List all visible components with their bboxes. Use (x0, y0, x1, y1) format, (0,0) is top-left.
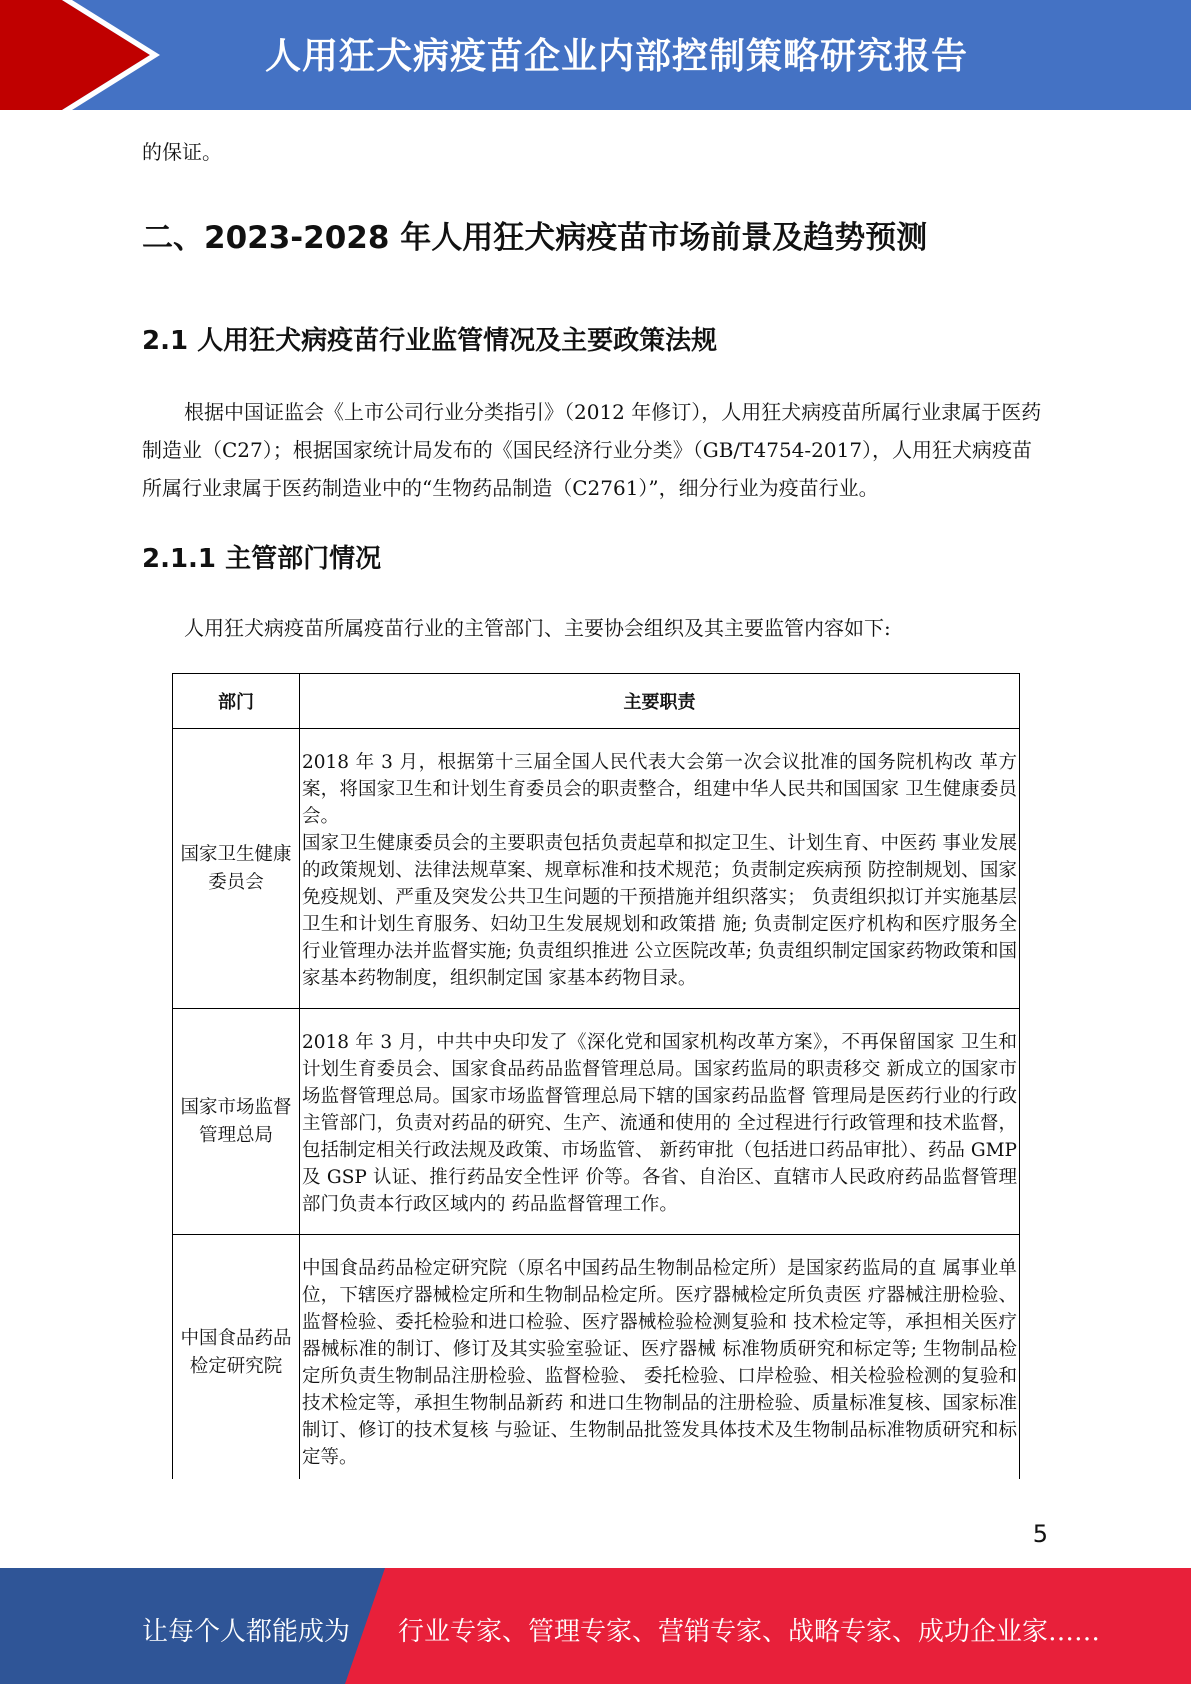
subsection-heading: 2.1 人用狂犬病疫苗行业监管情况及主要政策法规 (142, 326, 718, 356)
table-row (173, 729, 1020, 1009)
column-header-duty: 主要职责 (300, 674, 1020, 729)
duty-cell (300, 1009, 1020, 1235)
table-intro: 人用狂犬病疫苗所属疫苗行业的主管部门、主要协会组织及其主要监管内容如下: (184, 616, 891, 640)
duty-paragraph: 2018 年 3 月，中共中央印发了《深化党和国家机构改革方案》，不再保留国家 卫生和计划生育委员会、国家食品药品监督管理总局。国家药监局的职责移交 新成立的国家市场监督管理总局。国家市场监督管理总局下辖的国家药品监督 管理局是医药行业的行政主管部门，负责对药品的研究、生产、流通和使用的 全过程进行行政管理和技术监督，包括制定相关行政法规及政策、市场监管、 新药审批（包括进口药品审批）、药品 GMP 及 GSP 认证、推行药品安全性评 价等。各省、自治区、直辖市人民政府药品监督管理部门负责本行政区域内的 药品监督管理工作。 (302, 1032, 1017, 1215)
subsubsection-heading: 2.1.1 主管部门情况 (142, 544, 382, 574)
authority-table (172, 673, 1020, 1479)
duty-paragraph: 中国食品药品检定研究院（原名中国药品生物制品检定所）是国家药监局的直 属事业单位，下辖医疗器械检定所和生物制品检定所。医疗器械检定所负责医 疗器械注册检验、监督检验、委托检验和进口检验、医疗器械检验检测复验和 技术检定等，承担相关医疗器械标准的制订、修订及其实验室验证、医疗器械 标准物质研究和标定等; 生物制品检定所负责生物制品注册检验、监督检验、 委托检验、口岸检验、相关检验检测的复验和技术检定等，承担生物制品新药 和进口生物制品的注册检验、质量标准复核、国家标准制订、修订的技术复核 与验证、生物制品批签发具体技术及生物制品标准物质研究和标定等。 (302, 1258, 1017, 1468)
section-heading: 二、2023-2028 年人用狂犬病疫苗市场前景及趋势预测 (142, 220, 928, 256)
report-title: 人用狂犬病疫苗企业内部控制策略研究报告 (265, 36, 969, 77)
page-footer (0, 1568, 1191, 1684)
duty-cell (300, 1235, 1020, 1480)
duty-paragraph: 国家卫生健康委员会的主要职责包括负责起草和拟定卫生、计划生育、中医药 事业发展的政策规划、法律法规草案、规章标准和技术规范；负责制定疾病预 防控制规划、国家免疫规划、严重及突发公共卫生问题的干预措施并组织落实； 负责组织拟订并实施基层卫生和计划生育服务、妇幼卫生发展规划和政策措 施; 负责制定医疗机构和医疗服务全行业管理办法并监督实施; 负责组织推进 公立医院改革; 负责组织制定国家药物政策和国家基本药物制度，组织制定国 家基本药物目录。 (302, 833, 1017, 989)
body-paragraph: 根据中国证监会《上市公司行业分类指引》（2012 年修订），人用狂犬病疫苗所属行业隶属于医药制造业（C27）；根据国家统计局发布的《国民经济行业分类》（GB/T4754-2017），人用狂犬病疫苗所属行业隶属于医药制造业中的“生物药品制造（C2761）”，细分行业为疫苗行业。 (142, 400, 1042, 500)
dept-cell: 国家卫生健康委员会 (173, 729, 300, 1009)
duty-cell (300, 729, 1020, 1009)
column-header-dept: 部门 (173, 674, 300, 729)
footer-slogan-left: 让每个人都能成为 (142, 1617, 351, 1647)
table-row (173, 1235, 1020, 1480)
table-row (173, 1009, 1020, 1235)
footer-slogan-right: 行业专家、管理专家、营销专家、战略专家、成功企业家…… (398, 1617, 1101, 1647)
table-header-row (173, 674, 1020, 729)
duty-paragraph: 2018 年 3 月，根据第十三届全国人民代表大会第一次会议批准的国务院机构改 革方案，将国家卫生和计划生育委员会的职责整合，组建中华人民共和国国家 卫生健康委员会。 (302, 752, 1017, 827)
dept-cell: 中国食品药品检定研究院 (173, 1235, 300, 1480)
continuation-text: 的保证。 (142, 140, 222, 164)
page-header (0, 0, 1191, 110)
dept-cell: 国家市场监督管理总局 (173, 1009, 300, 1235)
page-number: 5 (1032, 1520, 1048, 1548)
